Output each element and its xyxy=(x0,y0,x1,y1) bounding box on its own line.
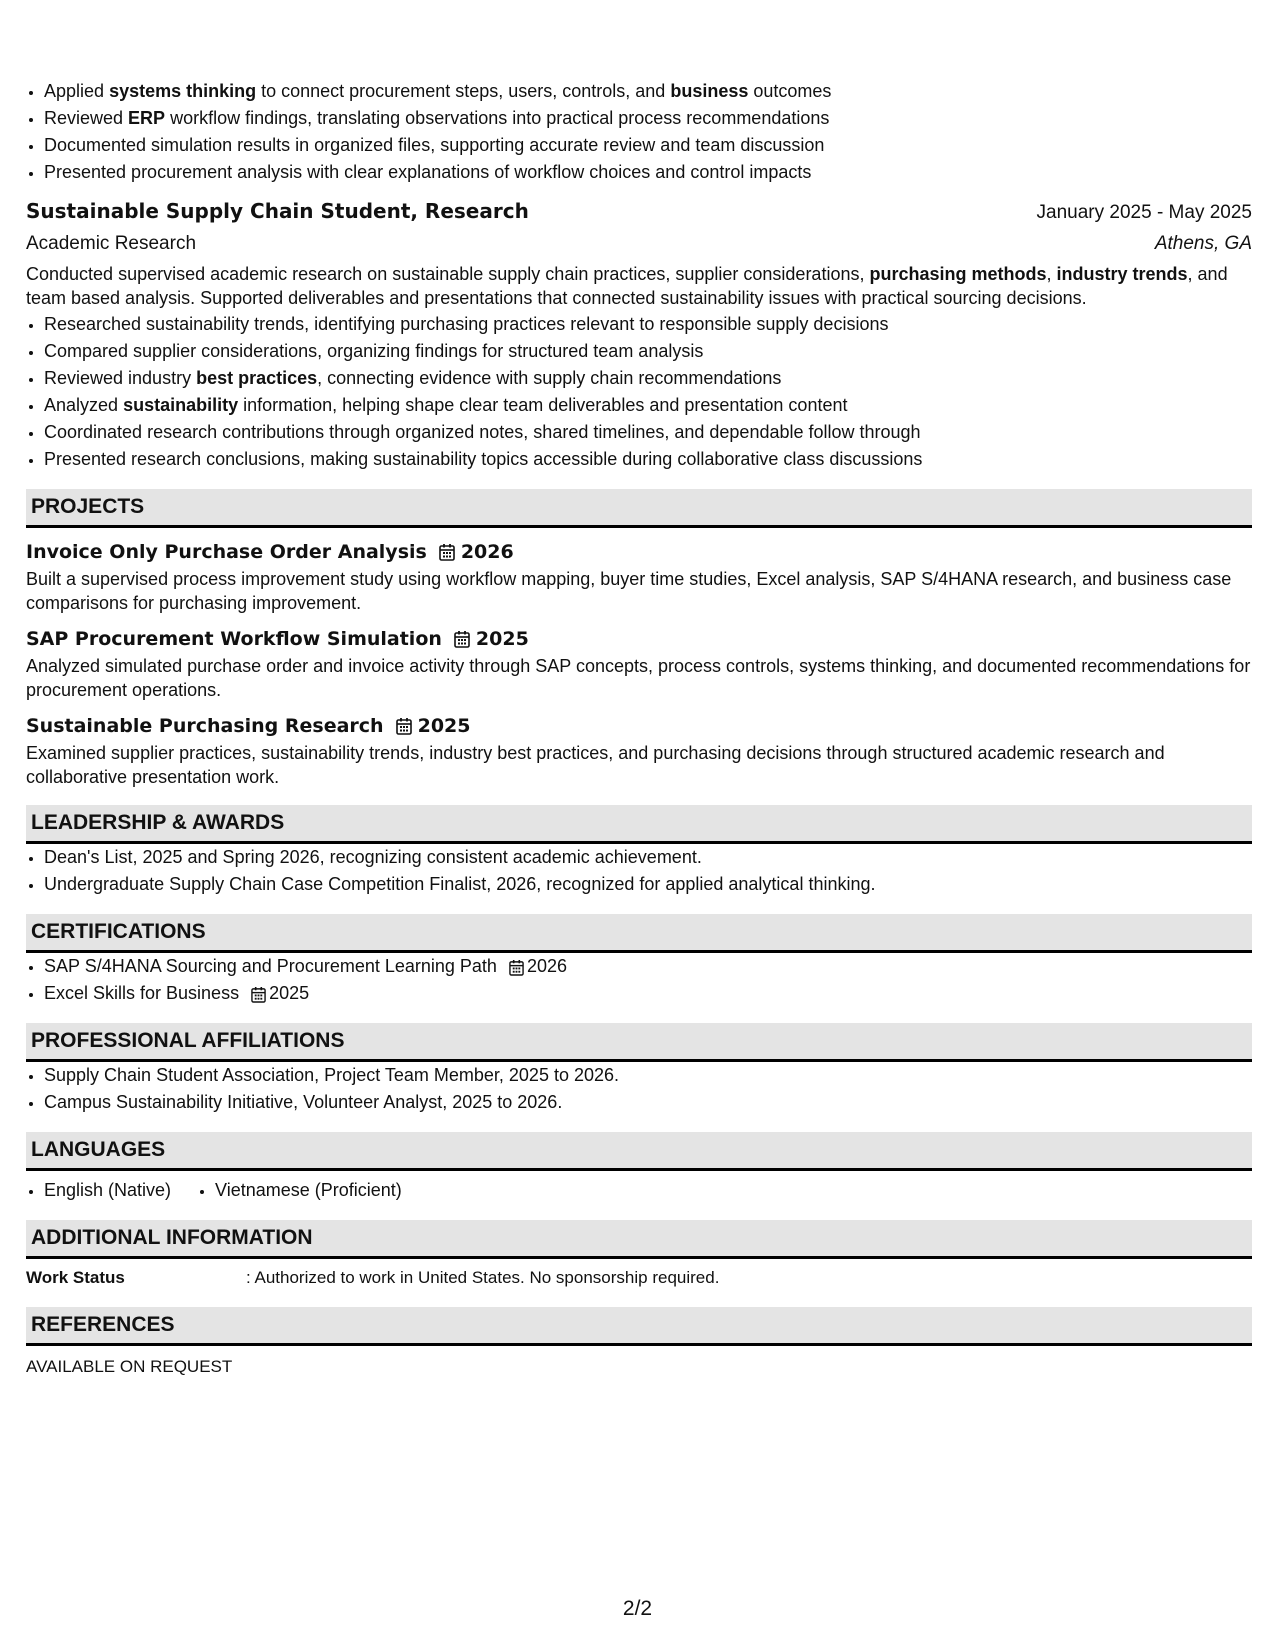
list-item: • Campus Sustainability Initiative, Volunteer Analyst, 2025 to 2026. xyxy=(44,1089,1252,1116)
project-year: 2026 xyxy=(460,541,514,563)
role-dates: January 2025 - May 2025 xyxy=(1036,202,1252,223)
section-heading-references: REFERENCES xyxy=(26,1307,1252,1346)
certification-year: 2025 xyxy=(269,983,310,1003)
project-year: 2025 xyxy=(417,715,471,737)
role-description: Conducted supervised academic research on sustainable supply chain practices, supplier considerations, purchasing methods, industry trends, and team based analysis. Supported deliverables and presentations that connected sustainability issues with practical sourcing decisions. xyxy=(26,264,1228,308)
role-bullets xyxy=(26,311,1252,473)
list-item: • Dean's List, 2025 and Spring 2026, recognizing consistent academic achievement. xyxy=(44,844,1252,871)
list-item: • Researched sustainability trends, identifying purchasing practices relevant to responsible supply decisions xyxy=(44,311,1252,338)
list-item: • Applied systems thinking to connect procurement steps, users, controls, and business outcomes xyxy=(44,78,1252,105)
previous-role-bullets xyxy=(26,78,1252,186)
work-status-label: Work Status xyxy=(26,1268,125,1287)
resume-page xyxy=(26,78,1252,1380)
calendar-icon xyxy=(439,543,455,561)
list-item: • SAP S/4HANA Sourcing and Procurement Learning Path 2026 xyxy=(44,953,1252,980)
project-entry xyxy=(26,711,1252,789)
list-item: • Documented simulation results in organized files, supporting accurate review and team discussion xyxy=(44,132,1252,159)
project-description: Built a supervised process improvement study using workflow mapping, buyer time studies, Excel analysis, SAP S/4HANA research, and business case comparisons for purchasing improvement. xyxy=(26,569,1232,613)
language-item: • English (Native) xyxy=(44,1177,171,1204)
languages-list xyxy=(26,1177,1252,1204)
project-title: SAP Procurement Workflow Simulation xyxy=(26,628,442,650)
certifications-list xyxy=(26,953,1252,1007)
role-header xyxy=(26,196,1252,228)
section-heading-leadership: LEADERSHIP & AWARDS xyxy=(26,805,1252,844)
project-header xyxy=(26,711,1252,741)
language-item: • Vietnamese (Proficient) xyxy=(215,1177,402,1204)
section-heading-languages: LANGUAGES xyxy=(26,1132,1252,1171)
calendar-icon xyxy=(454,630,470,648)
project-header xyxy=(26,624,1252,654)
project-entry xyxy=(26,624,1252,702)
list-item: • Supply Chain Student Association, Project Team Member, 2025 to 2026. xyxy=(44,1062,1252,1089)
calendar-icon xyxy=(396,717,412,735)
list-item: • Excel Skills for Business 2025 xyxy=(44,980,1252,1007)
work-status-value: : Authorized to work in United States. No sponsorship required. xyxy=(246,1268,720,1287)
role-location: Athens, GA xyxy=(1154,233,1252,254)
work-status-row xyxy=(26,1265,1252,1291)
role-title: Sustainable Supply Chain Student, Research xyxy=(26,199,529,223)
project-title: Invoice Only Purchase Order Analysis xyxy=(26,541,427,563)
project-description: Analyzed simulated purchase order and invoice activity through SAP concepts, process controls, systems thinking, and documented recommendations for procurement operations. xyxy=(26,656,1251,700)
list-item: • Reviewed ERP workflow findings, translating observations into practical process recommendations xyxy=(44,105,1252,132)
list-item: • Analyzed sustainability information, helping shape clear team deliverables and presentation content xyxy=(44,392,1252,419)
list-item: • Presented procurement analysis with clear explanations of workflow choices and control impacts xyxy=(44,159,1252,186)
list-item: • Reviewed industry best practices, connecting evidence with supply chain recommendations xyxy=(44,365,1252,392)
project-description: Examined supplier practices, sustainability trends, industry best practices, and purchasing decisions through structured academic research and collaborative presentation work. xyxy=(26,743,1165,787)
calendar-icon xyxy=(251,986,266,1003)
affiliations-list xyxy=(26,1062,1252,1116)
section-heading-affiliations: PROFESSIONAL AFFILIATIONS xyxy=(26,1023,1252,1062)
project-year: 2025 xyxy=(475,628,529,650)
page-number: 2/2 xyxy=(622,1597,653,1620)
project-header xyxy=(26,537,1252,567)
list-item: • Undergraduate Supply Chain Case Competition Finalist, 2026, recognized for applied analytical thinking. xyxy=(44,871,1252,898)
list-item: • Compared supplier considerations, organizing findings for structured team analysis xyxy=(44,338,1252,365)
project-title: Sustainable Purchasing Research xyxy=(26,715,384,737)
list-item: • Coordinated research contributions through organized notes, shared timelines, and dependable follow through xyxy=(44,419,1252,446)
leadership-list xyxy=(26,844,1252,898)
section-heading-projects: PROJECTS xyxy=(26,489,1252,528)
list-item: • Presented research conclusions, making sustainability topics accessible during collaborative class discussions xyxy=(44,446,1252,473)
section-heading-certifications: CERTIFICATIONS xyxy=(26,914,1252,953)
calendar-icon xyxy=(509,959,524,976)
project-entry xyxy=(26,537,1252,615)
role-organization: Academic Research xyxy=(26,233,197,254)
certification-year: 2026 xyxy=(526,956,567,976)
section-heading-additional: ADDITIONAL INFORMATION xyxy=(26,1220,1252,1259)
role-subheader xyxy=(26,228,1252,259)
references-text: AVAILABLE ON REQUEST xyxy=(26,1357,233,1376)
